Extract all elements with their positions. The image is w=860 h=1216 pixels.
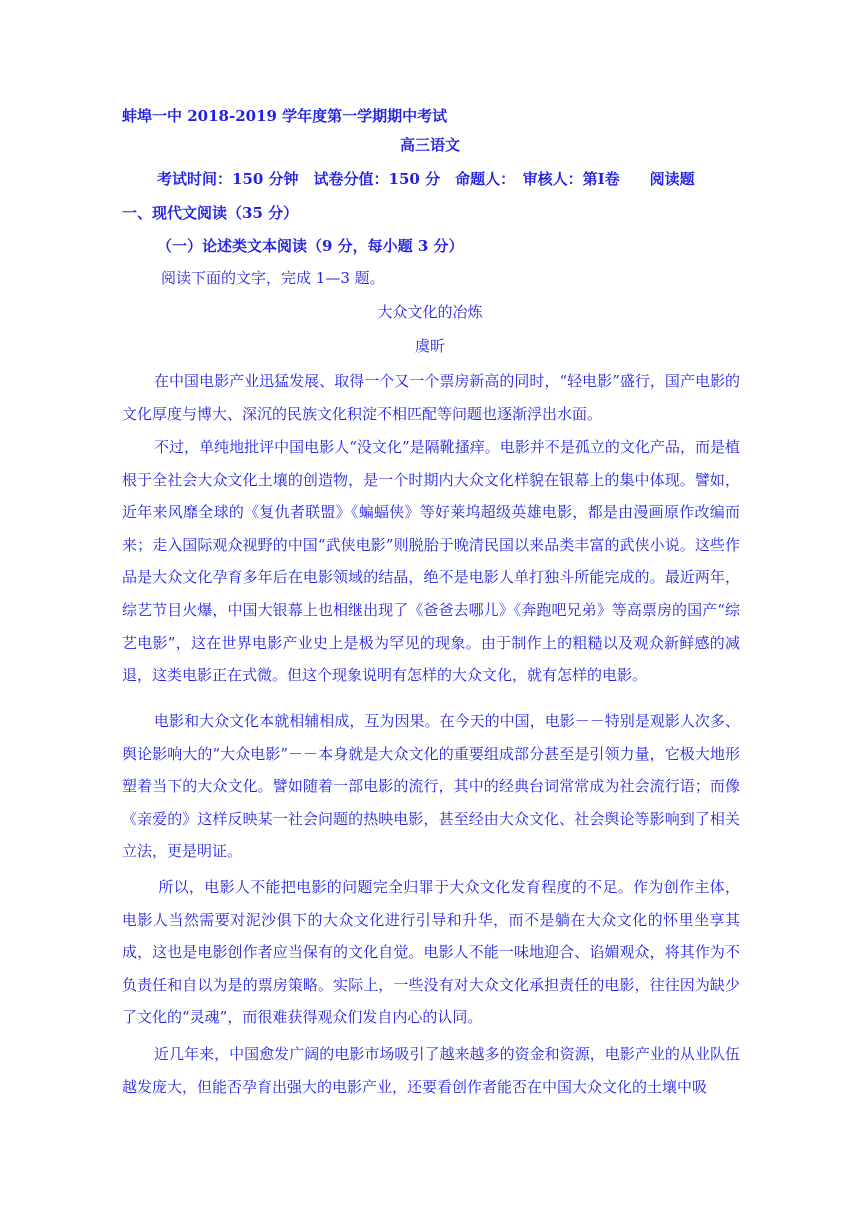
subject-title: 高三语文 [399, 136, 460, 154]
article-paragraph [122, 365, 740, 431]
article-paragraph [122, 871, 740, 1035]
article-author: 虞昕 [414, 337, 445, 355]
article-paragraph [122, 431, 740, 701]
article-paragraph [122, 705, 740, 869]
reading-instruction: 阅读下面的文字，完成 1—3 题。 [161, 269, 385, 287]
paragraph-text: 近几年来，中国愈发广阔的电影市场吸引了越来越多的资金和资源，电影产业的从业队伍越发庞大，但能否孕育出强大的电影产业，还要看创作者能否在中国大众文化的土壤中吸 [122, 1045, 740, 1096]
section-title: 一、现代文阅读（35 分） [122, 204, 299, 222]
school-exam-line: 蚌埠一中 2018-2019 学年度第一学期期中考试 [122, 107, 448, 125]
paragraph-text: 在中国电影产业迅猛发展、取得一个又一个票房新高的同时，“轻电影”盛行，国产电影的文化厚度与博大、深沉的民族文化积淀不相匹配等问题也逐渐浮出水面。 [122, 372, 740, 423]
paragraph-text: 所以，电影人不能把电影的问题完全归罪于大众文化发育程度的不足。作为创作主体，电影人当然需要对泥沙俱下的大众文化进行引导和升华，而不是躺在大众文化的怀里坐享其成，这也是电影创作者应当保有的文化自觉。电影人不能一味地迎合、谄媚观众，将其作为不负责任和自以为是的票房策略。实际上，一些没有对大众文化承担责任的电影，往往因为缺少了文化的“灵魂”，而很难获得观众们发自内心的认同。 [122, 878, 740, 1027]
paragraph-text: 不过，单纯地批评中国电影人“没文化”是隔靴搔痒。电影并不是孤立的文化产品，而是植根于全社会大众文化土壤的创造物，是一个时期内大众文化样貌在银幕上的集中体现。譬如，近年来风靡全球的《复仇者联盟》《蝙蝠侠》等好莱坞超级英雄电影，都是由漫画原作改编而来；走入国际观众视野的中国“武侠电影”则脱胎于晚清民国以来品类丰富的武侠小说。这些作品是大众文化孕育多年后在电影领域的结晶，绝不是电影人单打独斗所能完成的。最近两年，综艺节目火爆，中国大银幕上也相继出现了《爸爸去哪儿》《奔跑吧兄弟》等高票房的国产“综艺电影”，这在世界电影产业史上是极为罕见的现象。由于制作上的粗糙以及观众新鲜感的减退，这类电影正在式微。但这个现象说明有怎样的大众文化，就有怎样的电影。 [122, 438, 740, 685]
article-paragraph [122, 1038, 740, 1108]
article-title: 大众文化的冶炼 [377, 303, 483, 321]
exam-info-line: 考试时间：150 分钟 试卷分值：150 分 命题人： 审核人：第Ⅰ卷 阅读题 [157, 170, 695, 188]
subsection-title: （一）论述类文本阅读（9 分，每小题 3 分） [157, 237, 464, 255]
paragraph-text: 电影和大众文化本就相辅相成，互为因果。在今天的中国，电影－－特别是观影人次多、舆论影响大的“大众电影”－－本身就是大众文化的重要组成部分甚至是引领力量，它极大地形塑着当下的大众文化。譬如随着一部电影的流行，其中的经典台词常常成为社会流行语；而像《亲爱的》这样反映某一社会问题的热映电影，甚至经由大众文化、社会舆论等影响到了相关立法，更是明证。 [122, 712, 740, 861]
